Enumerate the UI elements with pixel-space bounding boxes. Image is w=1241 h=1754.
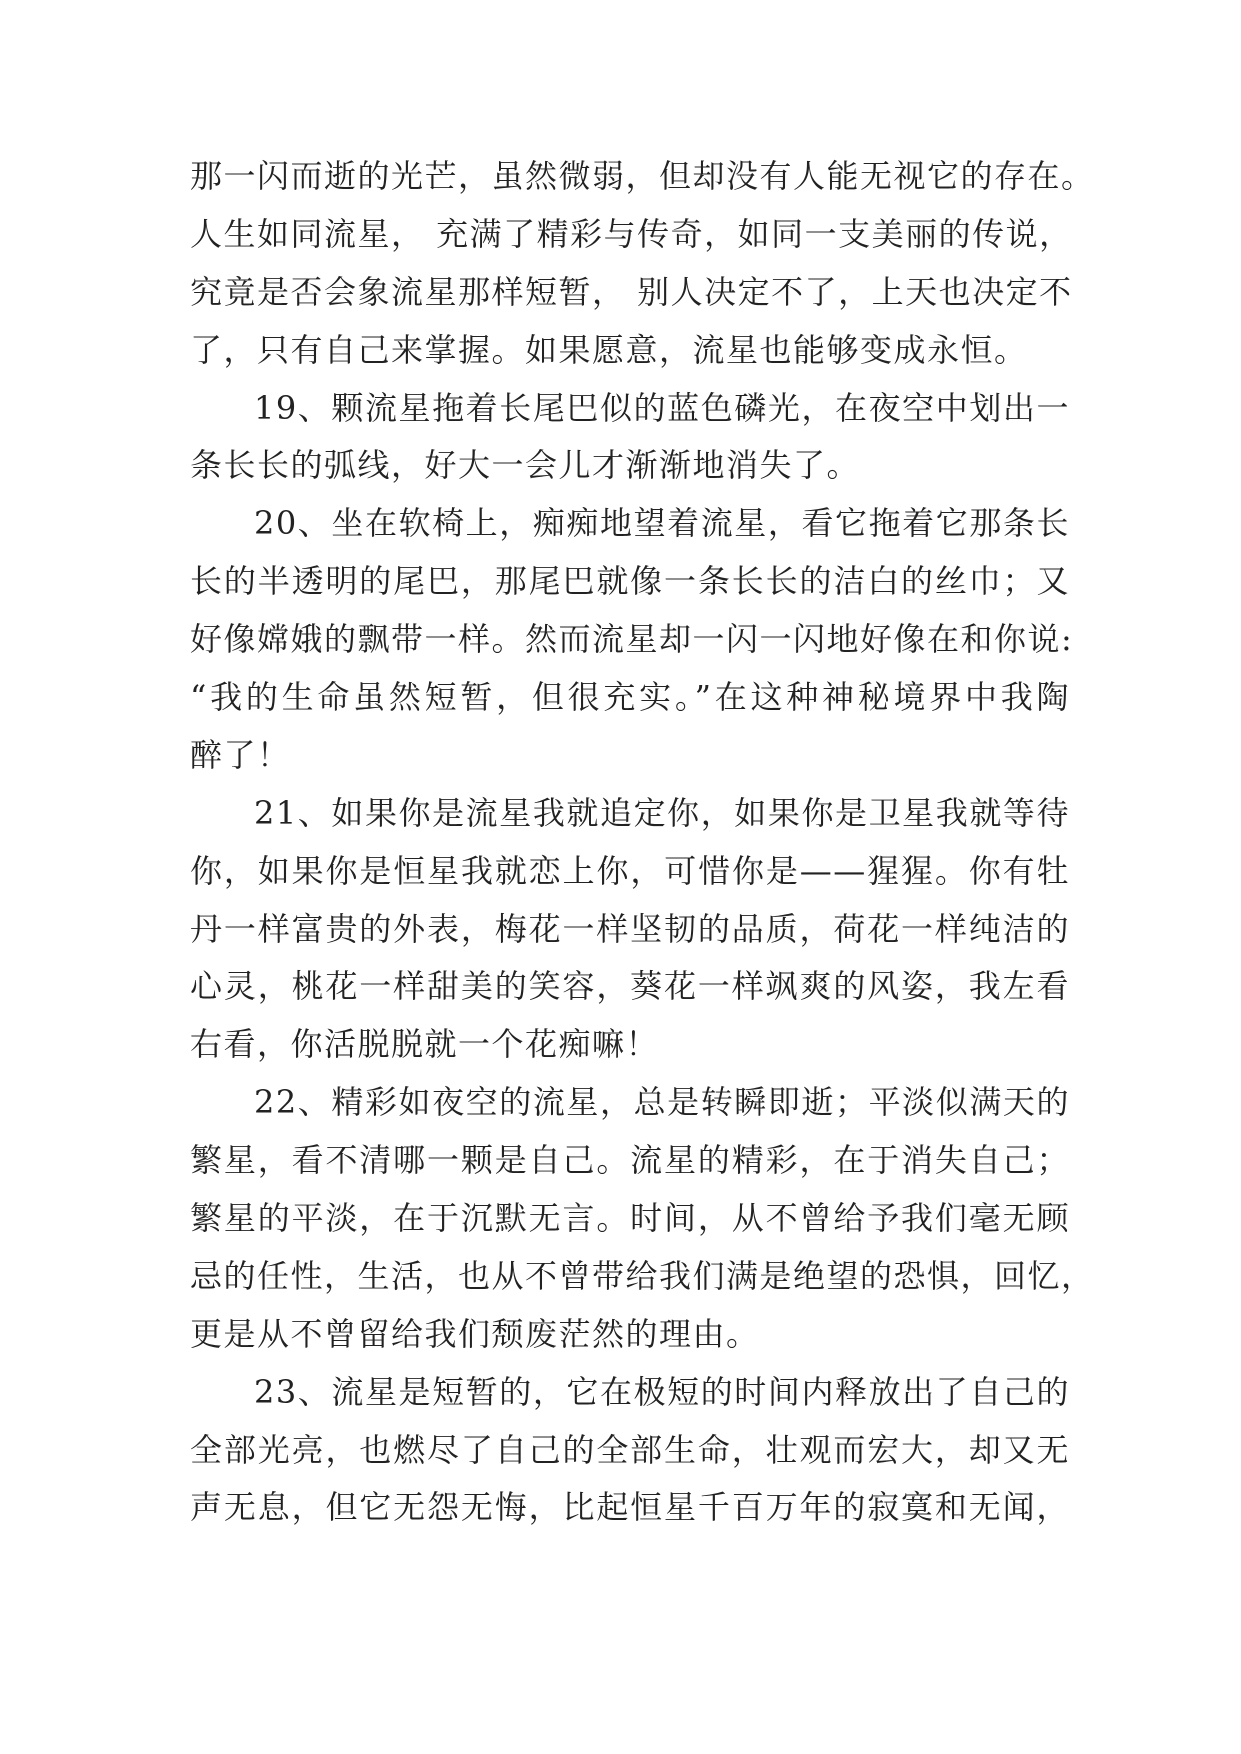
text-line: 人生如同流星， 充满了精彩与传奇，如同一支美丽的传说，: [190, 214, 1073, 253]
paragraph-first-line: 21、如果你是流星我就追定你，如果你是卫星我就等待: [254, 793, 1070, 832]
text-line: 丹一样富贵的外表，梅花一样坚韧的品质，荷花一样纯洁的: [190, 909, 1070, 948]
text-line: 了，只有自己来掌握。如果愿意，流星也能够变成永恒。: [190, 330, 1028, 369]
paragraph-first-line: 20、坐在软椅上，痴痴地望着流星，看它拖着它那条长: [254, 504, 1070, 543]
text-line: 条长长的弧线，好大一会儿才渐渐地消失了。: [190, 446, 861, 485]
text-line: 究竟是否会象流星那样短暂， 别人决定不了，上天也决定不: [190, 272, 1073, 311]
paragraph-first-line: 19、颗流星拖着长尾巴似的蓝色磷光，在夜空中划出一: [254, 388, 1070, 427]
text-line: 那一闪而逝的光芒，虽然微弱，但却没有人能无视它的存在。: [190, 157, 1095, 195]
text-line: 右看，你活脱脱就一个花痴嘛！: [190, 1025, 660, 1064]
text-line: 繁星的平淡，在于沉默无言。时间，从不曾给予我们毫无顾: [190, 1199, 1070, 1238]
text-line: 繁星，看不清哪一颗是自己。流星的精彩，在于消失自己；: [190, 1141, 1070, 1180]
paragraph-first-line: 22、精彩如夜空的流星，总是转瞬即逝；平淡似满天的: [254, 1083, 1070, 1122]
text-line: 长的半透明的尾巴，那尾巴就像一条长长的洁白的丝巾；又: [190, 562, 1070, 601]
text-line: 更是从不曾留给我们颓废茫然的理由。: [190, 1314, 760, 1353]
text-line: 声无息，但它无怨无悔，比起恒星千百万年的寂寞和无闻，: [190, 1488, 1070, 1527]
text-line: “我的生命虽然短暂，但很充实。”在这种神秘境界中我陶: [190, 678, 1070, 717]
text-line: 你，如果你是恒星我就恋上你，可惜你是——猩猩。你有牡: [190, 851, 1070, 890]
text-line: 心灵，桃花一样甜美的笑容，葵花一样飒爽的风姿，我左看: [190, 967, 1070, 1006]
body-text: [190, 148, 1095, 1537]
text-line: 醉了！: [190, 735, 291, 774]
text-line: 好像嫦娥的飘带一样。然而流星却一闪一闪地好像在和你说:: [190, 620, 1074, 659]
paragraph-first-line: 23、流星是短暂的，它在极短的时间内释放出了自己的: [254, 1372, 1070, 1411]
text-line: 忌的任性，生活，也从不曾带给我们满是绝望的恐惧，回忆，: [190, 1256, 1095, 1295]
text-line: 全部光亮，也燃尽了自己的全部生命，壮观而宏大，却又无: [190, 1430, 1070, 1469]
